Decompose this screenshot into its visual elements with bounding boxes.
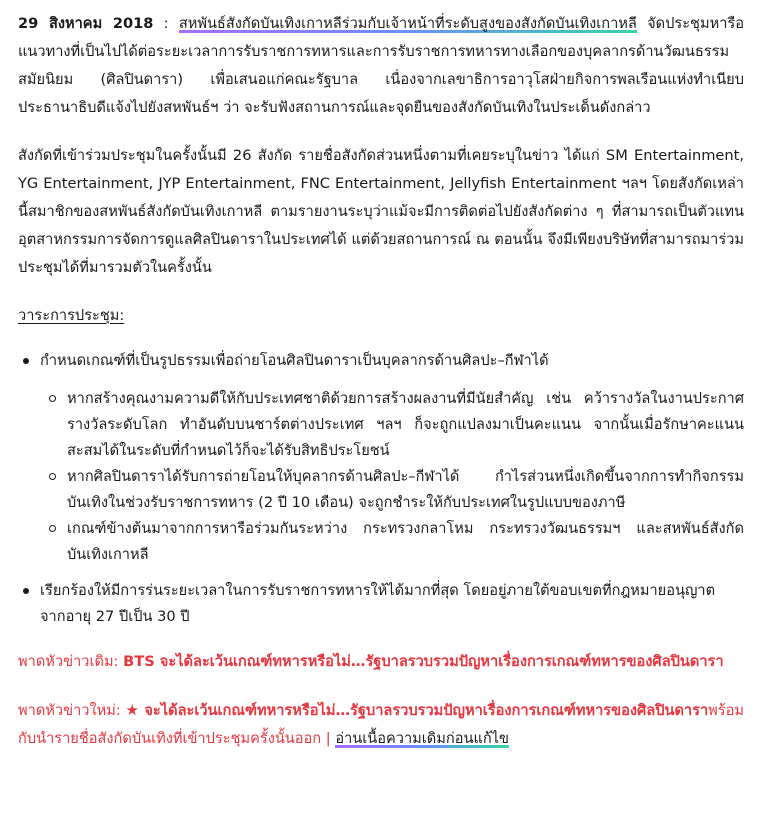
star-icon: ★ bbox=[125, 701, 140, 719]
agenda-item-criteria-text: กำหนดเกณฑ์ที่เป็นรูปธรรมเพื่อถ่ายโอนศิลปินดาราเป็นบุคลากรด้านศิลปะ–กีฬาได้ bbox=[40, 352, 549, 369]
attendees-paragraph: สังกัดที่เข้าร่วมประชุมในครั้งนั้นมี 26 สังกัด รายชื่อสังกัดส่วนหนึ่งตามที่เคยระบุในข่าว ได้แก่ SM Entertainment, YG Entertainment, JYP Entertainment, FNC Entertainment, Jellyfish Entertainment ฯลฯ โดยสังกัดเหล่านี้สมาชิกของสหพันธ์สังกัดบันเทิงเกาหลี ตามรายงานระบุว่าแม้จะมีการติดต่อไปยังสังกัดต่าง ๆ ที่สามารถเป็นตัวแทนอุตสาหกรรมการจัดการดูแลศิลปินดาราในประเทศได้ แต่ด้วยสถานการณ์ ณ ตอนนั้น จึงมีเพียงบริษัทที่สามารถมาร่วมประชุมได้ที่มารวมตัวในครั้งนั้น bbox=[18, 147, 744, 276]
agenda-list bbox=[18, 348, 744, 630]
criteria-subitem-points: หากสร้างคุณงามความดีให้กับประเทศชาติด้วยการสร้างผลงานที่มีนัยสำคัญ เช่น คว้ารางวัลในงานประกาศรางวัลระดับโลก ทำอันดับบนชาร์ตต่างประเทศ ฯลฯ ก็จะถูกแปลงมาเป็นคะแนน จากนั้นเมื่อรักษาคะแนนสะสมได้ในระดับที่กำหนดไว้ก็จะได้รับสิทธิประโยชน์ bbox=[67, 386, 744, 464]
read-original-link[interactable]: อ่านเนื้อความเดิมก่อนแก้ไข bbox=[335, 730, 510, 747]
agenda-item-criteria bbox=[40, 348, 744, 568]
intro-text: จัดประชุมหารือแนวทางที่เป็นไปได้ต่อระยะเวลาการรับราชการทหารและการรับราชการทหารทางเลือกของบุคลากรด้านวัฒนธรรมสมัยนิยม (ศิลปินดารา) เพื่อเสนอแก่คณะรัฐบาล เนื่องจากเลขาธิการอาวุโสฝ่ายกิจการพลเรือนแห่งทำเนียบประธานาธิบดีแจ้งไปยังสหพันธ์ฯ ว่า จะรับฟังสถานการณ์และจุดยืนของสังกัดบันเทิงในประเด็นดังกล่าว bbox=[18, 15, 744, 116]
old-headline-text: BTS จะได้ละเว้นเกณฑ์ทหารหรือไม่…รัฐบาลรวบรวมปัญหาเรื่องการเกณฑ์ทหารของศิลปินดารา bbox=[123, 653, 724, 670]
new-headline-label: พาดหัวข่าวใหม่: bbox=[18, 702, 126, 719]
new-headline-text: จะได้ละเว้นเกณฑ์ทหารหรือไม่…รัฐบาลรวบรวมปัญหาเรื่องการเกณฑ์ทหารของศิลปินดารา bbox=[139, 702, 709, 719]
article-date: 29 สิงหาคม 2018 bbox=[18, 15, 154, 32]
criteria-sublist bbox=[40, 386, 744, 568]
new-headline-suffix: พร้อมกับนำรายชื่อสังกัดบันเทิงที่เข้าประชุมครั้งนั้นออก | bbox=[18, 702, 744, 747]
agenda-item-age-limit: เรียกร้องให้มีการร่นระยะเวลาในการรับราชการทหารให้ได้มากที่สุด โดยอยู่ภายใต้ขอบเขตที่กฎหมายอนุญาต จากอายุ 27 ปีเป็น 30 ปี bbox=[40, 578, 744, 630]
agenda-title: วาระการประชุม: bbox=[18, 307, 125, 324]
date-separator: : bbox=[153, 15, 179, 32]
criteria-subitem-origin: เกณฑ์ข้างต้นมาจากการหารือร่วมกันระหว่าง กระทรวงกลาโหม กระทรวงวัฒนธรรมฯ และสหพันธ์สังกัดบันเทิงเกาหลี bbox=[67, 516, 744, 568]
old-headline-label: พาดหัวข่าวเดิม: bbox=[18, 653, 124, 670]
new-headline bbox=[18, 696, 744, 753]
intro-paragraph bbox=[18, 10, 744, 122]
old-headline bbox=[18, 648, 744, 676]
federation-link[interactable]: สหพันธ์สังกัดบันเทิงเกาหลีร่วมกับเจ้าหน้าที่ระดับสูงของสังกัดบันเทิงเกาหลี bbox=[178, 15, 637, 32]
criteria-subitem-tax: หากศิลปินดาราได้รับการถ่ายโอนให้บุคลากรด้านศิลปะ–กีฬาได้ กำไรส่วนหนึ่งเกิดขึ้นจากการทำกิจกรรมบันเทิงในช่วงรับราชการทหาร (2 ปี 10 เดือน) จะถูกชำระให้กับประเทศในรูปแบบของภาษี bbox=[67, 464, 744, 516]
